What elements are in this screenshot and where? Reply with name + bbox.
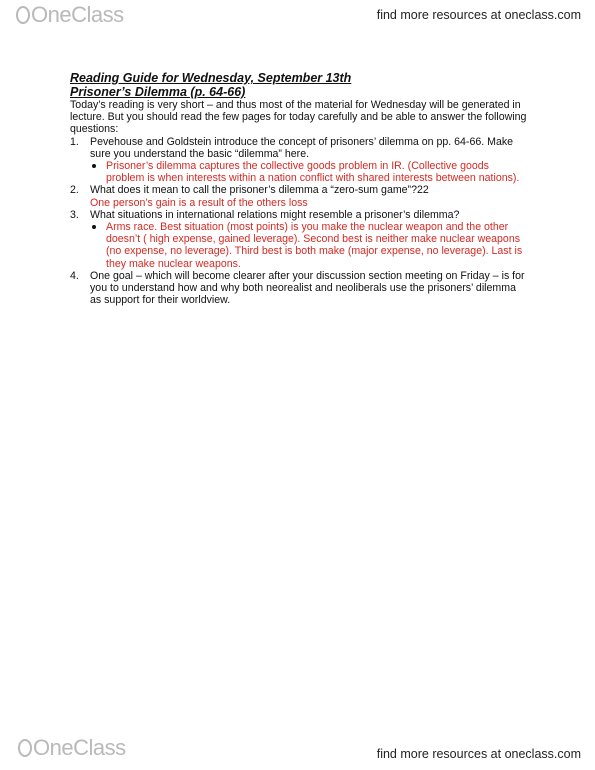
logo-text: OneClass [33,735,126,760]
question-4 [70,270,530,307]
answer-list-1 [70,160,530,184]
doc-subtitle: Prisoner’s Dilemma (p. 64-66) [70,85,246,99]
resources-link-footer[interactable]: find more resources at oneclass.com [376,747,581,761]
oneclass-logo-footer[interactable] [18,737,126,759]
question-text: What does it mean to call the prisoner’s dilemma a “zero-sum game”?22 [90,184,429,197]
logo-o-icon [16,6,30,24]
question-number: 1. [70,135,79,148]
question-text: What situations in international relations might resemble a prisoner’s dilemma? [90,208,460,221]
answer-bullet: Prisoner’s dilemma captures the collective goods problem in IR. (Collective goods problem is when interests within a nation conflict with shared interests between nations). [106,160,530,184]
question-number: 4. [70,269,79,282]
question-1 [70,136,530,160]
question-number: 2. [70,184,79,197]
resources-link[interactable]: find more resources at oneclass.com [376,8,581,22]
document-body [70,71,530,306]
intro-paragraph: Today’s reading is very short – and thus most of the material for Wednesday will be generated in lecture. But you should read the few pages for today carefully and be able to answer the following questions: [70,99,527,136]
oneclass-logo[interactable] [16,4,124,26]
logo-o-icon [18,739,32,757]
question-3 [70,209,530,221]
answer-bullet: Arms race. Best situation (most points) is you make the nuclear weapon and the other doesn’t ( high expense, gained leverage). Second best is neither make nuclear weapons (no expense, no leverage). Third best is both make (major expense, no leverage). Last is they make nuclear weapons. [106,221,530,270]
question-number: 3. [70,208,79,221]
question-text: Pevehouse and Goldstein introduce the concept of prisoners’ dilemma on pp. 64-66. Make sure you understand the basic “dilemma” here. [90,135,514,160]
logo-text: OneClass [31,2,124,27]
question-2 [70,184,530,196]
answer-list-3 [70,221,530,270]
question-text: One goal – which will become clearer after your discussion section meeting on Friday – is for you to understand how and why both neorealist and neoliberals use the prisoners’ dilemma as support for their worldview. [90,269,525,307]
answer-text-2: One person’s gain is a result of the others loss [90,196,308,209]
doc-title: Reading Guide for Wednesday, September 13th [70,71,352,85]
